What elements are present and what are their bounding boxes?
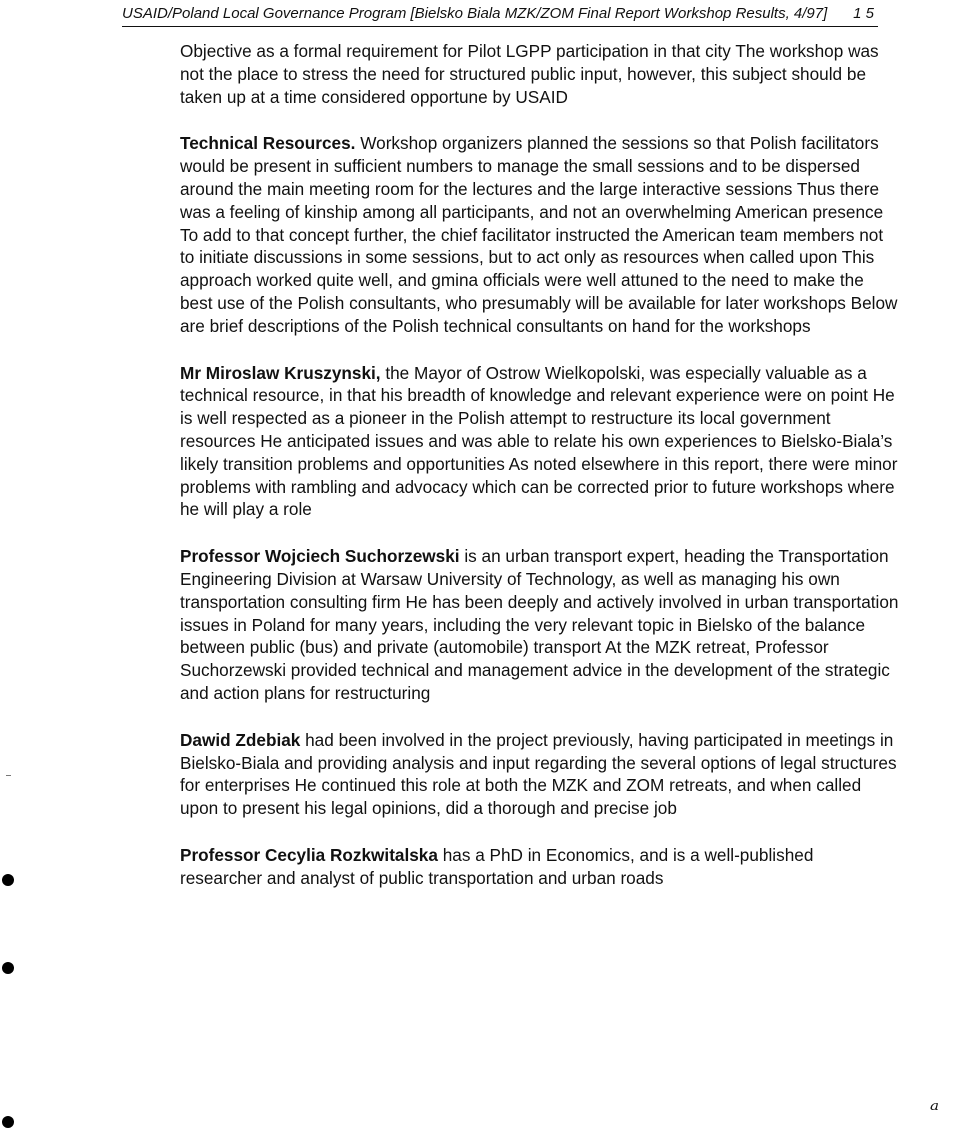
paragraph-rozkwitalska <box>180 844 900 890</box>
running-header <box>122 4 878 27</box>
header-title: USAID/Poland Local Governance Program [Bielsko Biala MZK/ZOM Final Report Workshop Results, 4/97] <box>122 5 828 22</box>
scan-bullet-mark <box>2 1116 14 1128</box>
paragraph-lead: Dawid Zdebiak <box>180 729 301 750</box>
scan-margin-mark <box>6 775 11 776</box>
paragraph-lead: Mr Miroslaw Kruszynski, <box>180 362 381 383</box>
handwritten-mark: ᵃ <box>930 1096 940 1124</box>
paragraph-kruszynski <box>180 362 900 522</box>
paragraph-objective <box>180 40 900 108</box>
paragraph-text: is an urban transport expert, heading the Transportation Engineering Division at Warsaw University of Technology, as well as managing his own transportation consulting firm He has been deeply and actively involved in urban transportation issues in Poland for many years, including the very relevant topic in Bielsko of the balance between public (bus) and private (automobile) transport At the MZK retreat, Professor Suchorzewski provided technical and management advice in the development of the strategic and action plans for restructuring <box>180 546 899 703</box>
scan-bullet-mark <box>2 962 14 974</box>
page-number: 1 5 <box>853 5 874 22</box>
document-body <box>180 40 900 914</box>
scan-bullet-mark <box>2 874 14 886</box>
paragraph-lead: Professor Wojciech Suchorzewski <box>180 546 460 567</box>
paragraph-text: had been involved in the project previously, having participated in meetings in Bielsko-Biala and providing analysis and input regarding the several options of legal structures for enterprises He continued this role at both the MZK and ZOM retreats, and when called upon to present his legal opinions, did a thorough and precise job <box>180 729 897 819</box>
paragraph-text: has a PhD in Economics, and is a well-published researcher and analyst of public transportation and urban roads <box>180 844 814 888</box>
paragraph-lead: Technical Resources. <box>180 133 356 154</box>
paragraph-text: Objective as a formal requirement for Pilot LGPP participation in that city The workshop was not the place to stress the need for structured public input, however, this subject should be taken up at a time considered opportune by USAID <box>180 41 879 107</box>
paragraph-zdebiak <box>180 729 900 820</box>
paragraph-text: the Mayor of Ostrow Wielkopolski, was especially valuable as a technical resource, in that his breadth of knowledge and relevant experience were on point He is well respected as a pioneer in the Polish attempt to restructure its local government resources He anticipated issues and was able to relate his own experiences to Bielsko-Biala’s likely transition problems and opportunities As noted elsewhere in this report, there were minor problems with rambling and advocacy which can be corrected prior to future workshops where he will play a role <box>180 362 898 520</box>
paragraph-technical-resources <box>180 132 900 337</box>
paragraph-text: Workshop organizers planned the sessions so that Polish facilitators would be present in sufficient numbers to manage the small sessions and to be dispersed around the main meeting room for the lectures and the large interactive sessions Thus there was a feeling of kinship among all participants, and not an overwhelming American presence To add to that concept further, the chief facilitator instructed the American team members not to initiate discussions in some sessions, but to act only as resources when called upon This approach worked quite well, and gmina officials were well attuned to the need to make the best use of the Polish consultants, who presumably will be available for later workshops Below are brief descriptions of the Polish technical consultants on hand for the workshops <box>180 133 898 336</box>
paragraph-suchorzewski <box>180 545 900 705</box>
paragraph-lead: Professor Cecylia Rozkwitalska <box>180 844 438 865</box>
